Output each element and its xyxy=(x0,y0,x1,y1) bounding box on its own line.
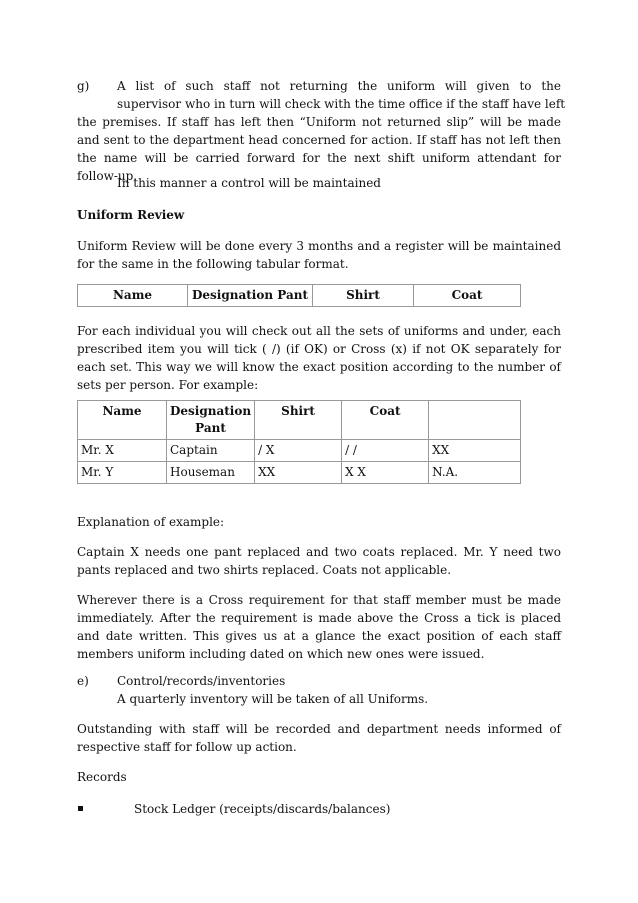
table-header-cell: Designation Pant xyxy=(188,285,313,307)
table-header-cell: Shirt xyxy=(313,285,414,307)
section-e-marker: e) xyxy=(77,674,89,688)
explanation-para1: Captain X needs one pant replaced and two coats replaced. Mr. Y need two pants replaced and two shirts replaced. Coats not applicable. xyxy=(77,545,561,577)
table-cell: X X xyxy=(342,462,429,484)
table-cell: Captain xyxy=(167,440,255,462)
section-g-line1: A list of such staff not returning the uniform will given to the xyxy=(117,79,561,93)
uniform-review-heading: Uniform Review xyxy=(77,208,185,222)
section-e-line1: Control/records/inventories xyxy=(117,674,286,688)
table-cell: Mr. Y xyxy=(78,462,167,484)
table-header-cell: Name xyxy=(78,401,167,440)
table-cell: N.A. xyxy=(429,462,521,484)
table-header-row xyxy=(78,401,521,440)
table-cell: Houseman xyxy=(167,462,255,484)
table-cell: XX xyxy=(429,440,521,462)
uniform-review-para: Uniform Review will be done every 3 months and a register will be maintained for the same in the following tabular format. xyxy=(77,239,561,271)
table-cell: XX xyxy=(255,462,342,484)
section-g-marker: g) xyxy=(77,79,90,93)
uniform-review-para2: For each individual you will check out all the sets of uniforms and under, each prescribed item you will tick ( /) (if OK) or Cross (x) if not OK separately for each set. This way we will know the exact position according to the number of sets per person. For example: xyxy=(77,324,561,392)
table-header-cell: Coat xyxy=(414,285,521,307)
section-g-body: the premises. If staff has left then “Uniform not returned slip” will be made and sent to the department head concerned for action. If staff has not left then the name will be carried forward for the next shift uniform attendant for follow-up. xyxy=(77,115,561,183)
explanation-para2: Wherever there is a Cross requirement for that staff member must be made immediately. After the requirement is made above the Cross a tick is placed and date written. This gives us at a glance the exact position of each staff members uniform including dated on which new ones were issued. xyxy=(77,593,561,661)
section-g-line2: supervisor who in turn will check with the time office if the staff have left xyxy=(117,97,566,111)
table-header-row xyxy=(78,285,521,307)
table-header-cell: Coat xyxy=(342,401,429,440)
table-row xyxy=(78,462,521,484)
list-item: Stock Ledger (receipts/discards/balances) xyxy=(134,802,391,816)
register-format-table xyxy=(77,284,521,307)
bullet-icon xyxy=(78,806,83,811)
section-e-para: Outstanding with staff will be recorded and department needs informed of respective staff for follow up action. xyxy=(77,722,561,754)
explanation-heading: Explanation of example: xyxy=(77,515,225,529)
example-table xyxy=(77,400,521,484)
table-header-cell: Shirt xyxy=(255,401,342,440)
control-statement: In this manner a control will be maintained xyxy=(117,176,381,190)
table-cell: Mr. X xyxy=(78,440,167,462)
table-cell: / X xyxy=(255,440,342,462)
table-header-cell: Name xyxy=(78,285,188,307)
section-e-line2: A quarterly inventory will be taken of all Uniforms. xyxy=(117,692,429,706)
table-header-cell xyxy=(429,401,521,440)
table-row xyxy=(78,440,521,462)
records-heading: Records xyxy=(77,770,127,784)
table-cell: / / xyxy=(342,440,429,462)
table-header-cell: Designation Pant xyxy=(167,401,255,440)
